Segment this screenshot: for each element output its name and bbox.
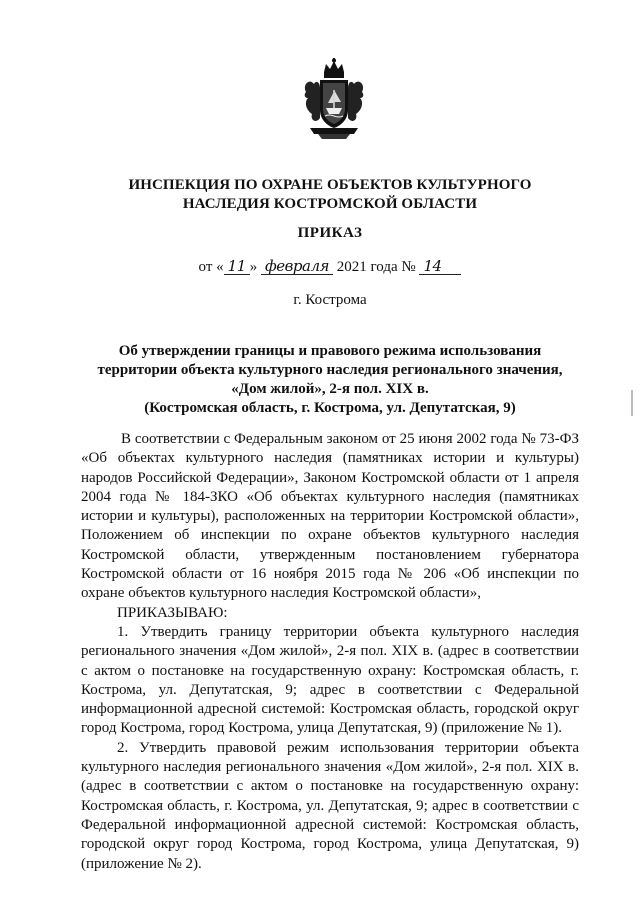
- order-title-line1: Об утверждении границы и правового режима использования: [118, 343, 542, 359]
- year-text: 2021 года №: [336, 259, 416, 275]
- agency-name: [80, 176, 580, 214]
- scan-margin-mark: [631, 390, 633, 416]
- kostroma-coat-of-arms-icon: [300, 58, 368, 142]
- order-date-line: [80, 258, 580, 276]
- order-word: ПРИКАЗЫВАЮ:: [117, 604, 228, 621]
- order-title-line3: «Дом жилой», 2-я пол. XIX в.: [231, 381, 429, 397]
- date-prefix: от «: [198, 259, 224, 275]
- order-title: [80, 342, 580, 418]
- document-type: ПРИКАЗ: [297, 225, 363, 241]
- handwritten-month: февраля: [261, 258, 333, 275]
- order-item-2: 2. Утвердить правовой режим использования территории объекта культурного наследия регионального значения «Дом жилой», 2-я пол. XIX в. (адрес в соответствии с актом о постановке на государственную охрану: Костромская область, г. Кострома, ул. Депутатская, 9; адрес в соответствии с Федеральной информационной адресной системой: Костромская область, городской округ город Кострома, город Кострома, улица Депутатская, 9) (приложение № 2).: [81, 739, 579, 872]
- order-body: [81, 430, 579, 874]
- agency-name-line2: НАСЛЕДИЯ КОСТРОМСКОЙ ОБЛАСТИ: [182, 196, 478, 212]
- order-title-line4: (Костромская область, г. Кострома, ул. Депутатская, 9): [144, 400, 516, 416]
- order-item-1: 1. Утвердить границу территории объекта культурного наследия регионального значения «Дом жилой», 2-я пол. XIX в. (адрес в соответствии с актом о постановке на государственную охрану: Костромская область, г. Кострома, ул. Депутатская, 9; адрес в соответствии с Федеральной информационной адресной системой: Костромская область, городской округ город Кострома, город Кострома, улица Депутатская, 9) (приложение № 1).: [81, 623, 579, 737]
- agency-name-line1: ИНСПЕКЦИЯ ПО ОХРАНЕ ОБЪЕКТОВ КУЛЬТУРНОГО: [128, 177, 532, 193]
- handwritten-day: 11: [224, 258, 250, 275]
- handwritten-order-number: 14: [419, 258, 461, 275]
- preamble-paragraph: В соответствии с Федеральным законом от 25 июня 2002 года № 73-ФЗ «Об объектах культурного наследия (памятниках истории и культуры) народов Российской Федерации», Законом Костромской области от 1 апреля 2004 года № 184-ЗКО «Об объектах культурного наследия (памятниках истории и культуры), расположенных на территории Костромской области», Положением об инспекции по охране объектов культурного наследия Костромской области, утвержденным постановлением губернатора Костромской области от 16 ноября 2015 года № 206 «Об инспекции по охране объектов культурного наследия Костромской области»,: [81, 431, 579, 602]
- city: г. Кострома: [293, 292, 367, 308]
- date-separator: »: [249, 259, 258, 275]
- order-title-line2: территории объекта культурного наследия регионального значения,: [97, 362, 563, 378]
